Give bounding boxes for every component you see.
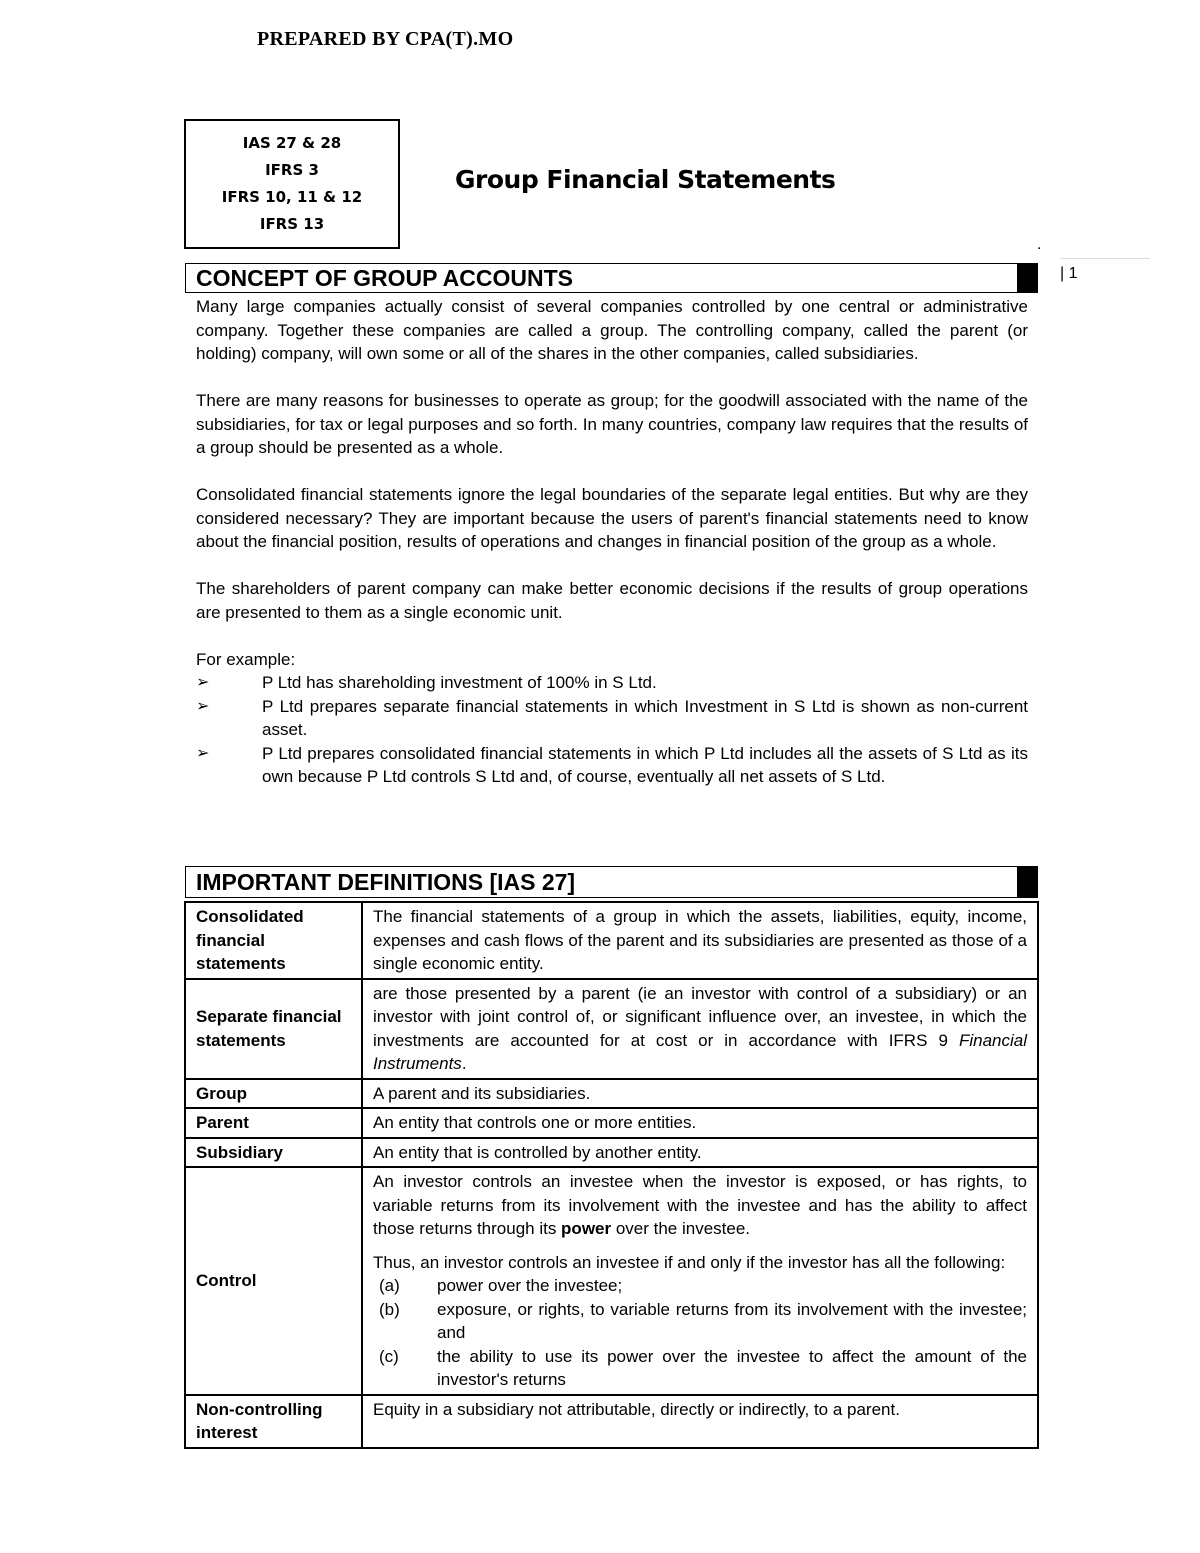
table-row: [185, 1167, 1038, 1395]
section-heading-definitions: [185, 866, 1038, 898]
list-item-text: P Ltd has shareholding investment of 100% in S Ltd.: [262, 673, 657, 692]
control-criteria-list: [373, 1274, 1027, 1392]
paragraph: Consolidated financial statements ignore the legal boundaries of the separate legal entities. But why are they considered necessary? They are important because the users of parent's financial statements need to know about the financial position, results of operations and changes in financial position of the group as a whole.: [196, 485, 1028, 551]
concept-body: [196, 295, 1028, 789]
definition-text: are those presented by a parent (ie an investor with control of a subsidiary) or an investor with joint control of, or significant influence over, an investee, in which the investments are accounted for at cost or in accordance with IFRS 9: [373, 983, 1027, 1050]
arrow-bullet-icon: ➢: [196, 744, 210, 762]
table-row: [185, 1395, 1038, 1448]
section-heading-text: IMPORTANT DEFINITIONS [IAS 27]: [196, 869, 576, 895]
table-row: [185, 902, 1038, 979]
standard-line: IFRS 3: [265, 161, 319, 179]
definition-paragraph: [373, 1170, 1027, 1241]
list-item-text: exposure, or rights, to variable returns from its involvement with the investee; and: [437, 1299, 1027, 1342]
arrow-bullet-icon: ➢: [196, 697, 210, 715]
definition-text: .: [461, 1054, 467, 1073]
list-item-text: P Ltd prepares consolidated financial statements in which P Ltd includes all the assets of S Ltd as its own because P Ltd controls S Ltd and, of course, eventually all net assets of S Ltd.: [262, 743, 1028, 786]
definition-cell: [362, 979, 1038, 1079]
section-heading-text: CONCEPT OF GROUP ACCOUNTS: [196, 265, 573, 291]
table-row: [185, 1108, 1038, 1138]
term-cell: Separate financial statements: [185, 979, 362, 1079]
standard-line: IFRS 13: [259, 215, 325, 233]
section-heading-group-concept: [185, 263, 1038, 293]
standard-line: IAS 27 & 28: [242, 134, 342, 152]
table-row: [185, 1138, 1038, 1168]
definition-cell: An entity that is controlled by another entity.: [362, 1138, 1038, 1168]
standards-box: [184, 119, 400, 249]
standard-line: IFRS 10, 11 & 12: [221, 188, 363, 206]
definitions-table: [184, 901, 1039, 1449]
table-row: [185, 1079, 1038, 1109]
list-item: [196, 695, 1028, 742]
term-cell: Group: [185, 1079, 362, 1109]
definition-cell: A parent and its subsidiaries.: [362, 1079, 1038, 1109]
term-cell: Control: [185, 1167, 362, 1395]
paragraph: There are many reasons for businesses to operate as group; for the goodwill associated with the name of the subsidiaries, for tax or legal purposes and so forth. In many countries, company law requires that the results of a group should be presented as a whole.: [196, 391, 1028, 457]
heading-bar: [1017, 867, 1037, 897]
definition-cell: [362, 1167, 1038, 1395]
definition-text: An investor controls an investee when the investor is exposed, or has rights, to variable returns from its involvement with the investee and has the ability to affect those returns through its: [373, 1172, 1027, 1238]
list-item: [373, 1298, 1027, 1345]
term-cell: Parent: [185, 1108, 362, 1138]
arrow-bullet-icon: ➢: [196, 674, 210, 691]
page-number: | 1: [1060, 258, 1150, 283]
table-row: [185, 979, 1038, 1079]
definition-paragraph: Thus, an investor controls an investee if and only if the investor has all the following:: [373, 1252, 1006, 1272]
example-label: For example:: [196, 649, 296, 669]
prepared-by-header: PREPARED BY CPA(T).MO: [257, 28, 514, 50]
list-marker: (b): [379, 1299, 400, 1319]
list-item-text: the ability to use its power over the investee to affect the amount of the investor's returns: [437, 1346, 1027, 1389]
list-marker: (c): [379, 1346, 399, 1366]
list-marker: (a): [379, 1276, 400, 1295]
definition-cell: Equity in a subsidiary not attributable, directly or indirectly, to a parent.: [362, 1395, 1038, 1448]
document-title: Group Financial Statements: [455, 165, 836, 194]
list-item-text: P Ltd prepares separate financial statements in which Investment in S Ltd is shown as non-current asset.: [262, 696, 1028, 739]
paragraph: Many large companies actually consist of several companies controlled by one central or administrative company. Together these companies are called a group. The controlling company, called the parent (or holding) company, will own some or all of the shares in the other companies, called subsidiaries.: [196, 297, 1028, 363]
definition-italic: Financial Instruments: [373, 1030, 1027, 1073]
list-item: [373, 1274, 1027, 1298]
list-item: [196, 671, 1028, 695]
list-item: [373, 1345, 1027, 1392]
list-item-text: power over the investee;: [437, 1276, 623, 1295]
example-list: [196, 671, 1028, 789]
title-dot: .: [1037, 236, 1042, 253]
term-cell: Subsidiary: [185, 1138, 362, 1168]
term-cell: Non-controlling interest: [185, 1395, 362, 1448]
term-cell: Consolidated financial statements: [185, 902, 362, 979]
paragraph: The shareholders of parent company can make better economic decisions if the results of group operations are presented to them as a single economic unit.: [196, 579, 1028, 622]
definition-cell: An entity that controls one or more entities.: [362, 1108, 1038, 1138]
heading-bar: [1017, 264, 1037, 292]
list-item: [196, 742, 1028, 789]
definition-cell: The financial statements of a group in which the assets, liabilities, equity, income, expenses and cash flows of the parent and its subsidiaries are presented as those of a single economic entity.: [362, 902, 1038, 979]
definition-bold: power: [561, 1219, 612, 1238]
definition-text: over the investee.: [611, 1219, 751, 1238]
